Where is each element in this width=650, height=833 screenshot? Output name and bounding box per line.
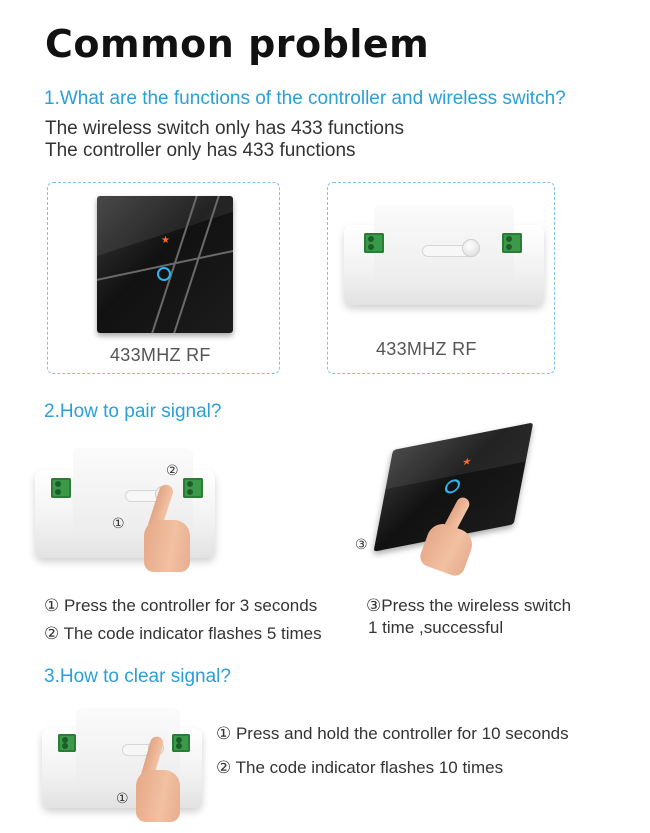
indicator-star-icon: ★: [460, 456, 473, 469]
section1-line-2: The controller only has 433 functions: [45, 140, 356, 161]
wireless-switch-card: [47, 182, 280, 374]
pressing-hand-icon: [140, 484, 210, 574]
marker-3: ③: [355, 536, 368, 552]
pair-step-1: ① Press the controller for 3 seconds: [44, 596, 318, 615]
terminal-right-icon: [502, 233, 522, 253]
pair-step-3: ③Press the wireless switch: [366, 596, 572, 615]
section2-question: 2.How to pair signal?: [44, 401, 222, 422]
marker-1: ①: [112, 515, 125, 531]
pressing-hand-icon: [132, 736, 194, 826]
terminal-left-icon: [51, 478, 71, 498]
clear-step-2: ② The code indicator flashes 10 times: [216, 758, 504, 777]
wireless-switch-image: [97, 196, 233, 333]
controller-button-icon: [462, 239, 480, 257]
controller-image: [344, 205, 544, 315]
page-title: Common problem: [45, 22, 430, 66]
clear-step-1: ① Press and hold the controller for 10 seconds: [216, 724, 569, 743]
pair-step-3-cont: 1 time ,successful: [368, 618, 504, 637]
terminal-left-icon: [364, 233, 384, 253]
controller-card: [327, 182, 555, 374]
indicator-star-icon: ★: [161, 235, 170, 246]
wireless-switch-caption: 433MHZ RF: [110, 345, 211, 365]
touch-button-icon: [444, 478, 461, 495]
pair-step-2: ② The code indicator flashes 5 times: [44, 624, 322, 643]
terminal-left-icon: [58, 734, 76, 752]
touch-button-icon: [157, 267, 171, 281]
marker-2: ②: [166, 462, 179, 478]
controller-caption: 433MHZ RF: [376, 339, 477, 359]
marker-1: ①: [116, 790, 129, 806]
section1-question: 1.What are the functions of the controller and wireless switch?: [44, 88, 566, 109]
section3-question: 3.How to clear signal?: [44, 666, 231, 687]
pressing-hand-icon: [420, 496, 490, 576]
section1-line-1: The wireless switch only has 433 functions: [45, 118, 405, 139]
